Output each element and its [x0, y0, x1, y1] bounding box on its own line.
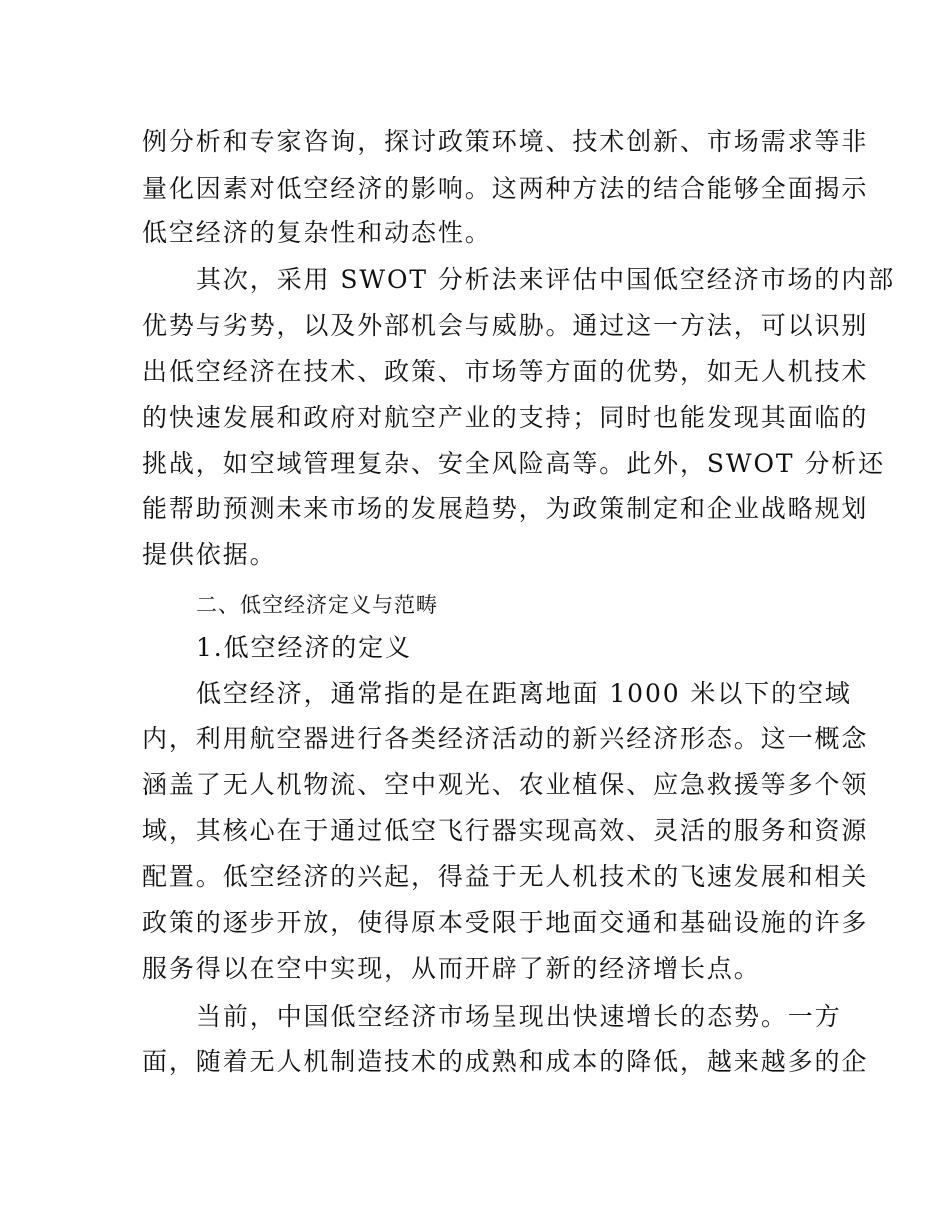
paragraph-line: 量化因素对低空经济的影响。这两种方法的结合能够全面揭示 — [142, 174, 869, 203]
paragraph-line: 优势与劣势，以及外部机会与威胁。通过这一方法，可以识别 — [142, 311, 869, 340]
paragraph-line: 低空经济，通常指的是在距离地面 1000 米以下的空域 — [196, 679, 852, 708]
paragraph-line: 配置。低空经济的兴起，得益于无人机技术的飞速发展和相关 — [142, 862, 869, 891]
paragraph-line: 例分析和专家咨询，探讨政策环境、技术创新、市场需求等非 — [142, 127, 869, 156]
paragraph-line: 服务得以在空中实现，从而开辟了新的经济增长点。 — [142, 954, 761, 983]
paragraph-line: 涵盖了无人机物流、空中观光、农业植保、应急救援等多个领 — [142, 770, 869, 799]
paragraph-line: 当前，中国低空经济市场呈现出快速增长的态势。一方 — [196, 1002, 842, 1031]
paragraph-line: 面，随着无人机制造技术的成熟和成本的降低，越来越多的企 — [142, 1047, 869, 1076]
paragraph-line: 域，其核心在于通过低空飞行器实现高效、灵活的服务和资源 — [142, 816, 869, 845]
paragraph-line: 其次，采用 SWOT 分析法来评估中国低空经济市场的内部 — [196, 265, 896, 294]
paragraph-line: 政策的逐步开放，使得原本受限于地面交通和基础设施的许多 — [142, 908, 869, 937]
paragraph-line: 低空经济的复杂性和动态性。 — [142, 218, 492, 247]
paragraph-line: 能帮助预测未来市场的发展趋势，为政策制定和企业战略规划 — [142, 494, 869, 523]
section-heading: 二、低空经济定义与范畴 — [196, 593, 438, 617]
subsection-heading: 1.低空经济的定义 — [196, 633, 412, 662]
paragraph-line: 内，利用航空器进行各类经济活动的新兴经济形态。这一概念 — [142, 724, 869, 753]
paragraph-line: 出低空经济在技术、政策、市场等方面的优势，如无人机技术 — [142, 357, 869, 386]
paragraph-line: 挑战，如空域管理复杂、安全风险高等。此外，SWOT 分析还 — [142, 449, 886, 478]
paragraph-line: 的快速发展和政府对航空产业的支持；同时也能发现其面临的 — [142, 403, 869, 432]
paragraph-line: 提供依据。 — [142, 540, 277, 569]
